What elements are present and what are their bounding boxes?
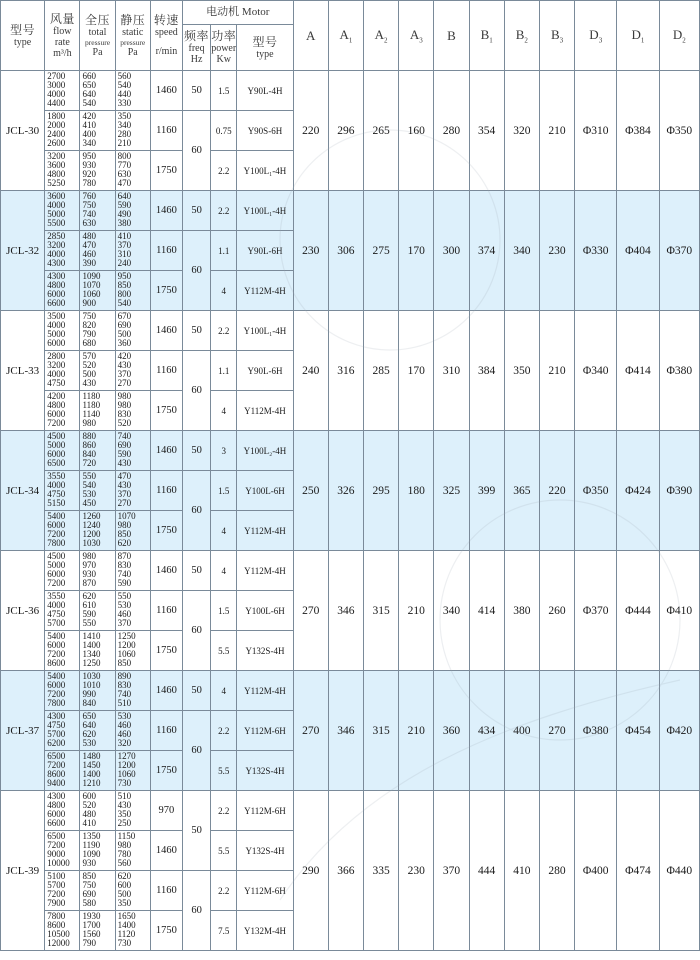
- dim-subscript: 1: [640, 36, 645, 45]
- dim-D1-cell: Φ404: [617, 191, 659, 311]
- static-pressure-cell: 890 830 740 510: [115, 671, 150, 711]
- header-speed-en: speed: [155, 27, 178, 38]
- static-pressure-cell: 870 830 740 590: [115, 551, 150, 591]
- power-cell: 2.2: [211, 791, 237, 831]
- flow-rate-cell: 2800 3200 4000 4750: [45, 351, 80, 391]
- total-pressure-cell: 750 820 790 680: [80, 311, 115, 351]
- header-speed-cn: 转速: [153, 13, 179, 27]
- power-cell: 4: [211, 271, 237, 311]
- dim-A3-cell: 180: [399, 431, 434, 551]
- header-dim-B2: $B_2$: [504, 1, 539, 71]
- header-dim-B1: $B_1$: [469, 1, 504, 71]
- static-pressure-cell: 640 590 490 380: [115, 191, 150, 231]
- dim-subscript: 1: [489, 36, 493, 45]
- dim-A2-cell: 315: [364, 551, 399, 671]
- table-row: [1, 671, 700, 711]
- motor-type-cell: Y112M-6H: [237, 871, 293, 911]
- header-dim-D1: $D_1$: [617, 1, 659, 71]
- total-pressure-cell: 550 540 530 450: [80, 471, 115, 511]
- dim-D3-cell: Φ380: [575, 671, 617, 791]
- dim-A-cell: 250: [293, 431, 328, 551]
- header-flow-en2: rate: [54, 36, 70, 48]
- header-type: [1, 1, 45, 71]
- dim-A-cell: 270: [293, 671, 328, 791]
- speed-cell: 1750: [150, 631, 182, 671]
- table-row: [1, 191, 700, 231]
- header-freq-en: freq: [188, 43, 205, 54]
- flow-rate-cell: 3600 4000 5000 5500: [45, 191, 80, 231]
- dim-D3-cell: Φ370: [575, 551, 617, 671]
- flow-rate-cell: 4500 5000 6000 7200: [45, 551, 80, 591]
- speed-cell: 1460: [150, 431, 182, 471]
- header-flow-en1: flow: [53, 25, 72, 37]
- header-freq: [182, 25, 210, 71]
- power-cell: 2.2: [211, 151, 237, 191]
- dim-B2-cell: 380: [504, 551, 539, 671]
- table-body: [1, 71, 700, 951]
- speed-cell: 1750: [150, 271, 182, 311]
- dim-D2-cell: Φ410: [659, 551, 699, 671]
- motor-type-cell: Y112M-4H: [237, 671, 293, 711]
- total-pressure-cell: 1930 1700 1560 790: [80, 911, 115, 951]
- header-power-en: power: [211, 43, 237, 54]
- header-total-cn: 全压: [85, 12, 111, 27]
- header-dim-B: B: [434, 1, 469, 71]
- freq-cell: 50: [182, 671, 210, 711]
- speed-cell: 1160: [150, 711, 182, 751]
- model-type: JCL-36: [1, 551, 45, 671]
- motor-type-cell: Y112M-6H: [237, 711, 293, 751]
- dim-B-cell: 360: [434, 671, 469, 791]
- motor-type-cell: Y112M-4H: [237, 511, 293, 551]
- power-cell: 1.5: [211, 591, 237, 631]
- total-pressure-cell: 950 930 920 780: [80, 151, 115, 191]
- power-cell: 5.5: [211, 831, 237, 871]
- total-pressure-cell: 600 520 480 410: [80, 791, 115, 831]
- total-pressure-cell: 1180 1180 1140 980: [80, 391, 115, 431]
- motor-type-cell: Y90S-6H: [237, 111, 293, 151]
- total-pressure-cell: 1480 1450 1400 1210: [80, 751, 115, 791]
- dim-subscript: 1: [348, 36, 353, 45]
- power-cell: 0.75: [211, 111, 237, 151]
- freq-cell: 60: [182, 871, 210, 951]
- freq-cell: 60: [182, 111, 210, 191]
- static-pressure-cell: 420 430 370 270: [115, 351, 150, 391]
- dim-B2-cell: 320: [504, 71, 539, 191]
- header-dim-A2: $A_2$: [364, 1, 399, 71]
- speed-cell: 1160: [150, 351, 182, 391]
- model-type: JCL-30: [1, 71, 45, 191]
- table-row: [1, 71, 700, 111]
- speed-cell: 1160: [150, 231, 182, 271]
- power-cell: 2.2: [211, 871, 237, 911]
- header-speed: [150, 1, 182, 71]
- total-pressure-cell: 1030 1010 990 840: [80, 671, 115, 711]
- motor-type-cell: Y100L-6H: [237, 591, 293, 631]
- dim-B3-cell: 270: [539, 671, 574, 791]
- dim-D1-cell: Φ454: [617, 671, 659, 791]
- power-cell: 4: [211, 391, 237, 431]
- header-static-unit: Pa: [127, 46, 138, 58]
- header-dim-A1: $A_1$: [328, 1, 363, 71]
- dim-D1-cell: Φ384: [617, 71, 659, 191]
- freq-cell: 50: [182, 791, 210, 871]
- freq-cell: 50: [182, 71, 210, 111]
- header-mtype-en: type: [256, 48, 274, 60]
- table-row: [1, 311, 700, 351]
- dim-A3-cell: 170: [399, 311, 434, 431]
- flow-rate-cell: 4200 4800 6000 7200: [45, 391, 80, 431]
- header-freq-cn: 频率: [184, 29, 210, 43]
- dim-A1-cell: 326: [328, 431, 363, 551]
- dim-A-cell: 240: [293, 311, 328, 431]
- flow-rate-cell: 5400 6000 7200 8600: [45, 631, 80, 671]
- dim-A3-cell: 230: [399, 791, 434, 951]
- header-dim-A: A: [293, 1, 328, 71]
- header-static-en2: pressure: [120, 37, 146, 47]
- total-pressure-cell: 1350 1190 1090 930: [80, 831, 115, 871]
- header-static-cn: 静压: [120, 12, 146, 27]
- total-pressure-cell: 880 860 840 720: [80, 431, 115, 471]
- dim-A2-cell: 285: [364, 311, 399, 431]
- motor-type-cell: Y100L₁-4H: [237, 151, 293, 191]
- dim-B2-cell: 365: [504, 431, 539, 551]
- header-type-en: type: [14, 36, 32, 48]
- flow-rate-cell: 7800 8600 10500 12000: [45, 911, 80, 951]
- dim-D1-cell: Φ444: [617, 551, 659, 671]
- power-cell: 5.5: [211, 631, 237, 671]
- motor-type-cell: Y112M-4H: [237, 271, 293, 311]
- speed-cell: 1460: [150, 311, 182, 351]
- dim-B3-cell: 230: [539, 191, 574, 311]
- speed-cell: 1750: [150, 391, 182, 431]
- power-cell: 2.2: [211, 711, 237, 751]
- speed-cell: 1460: [150, 191, 182, 231]
- model-type: JCL-33: [1, 311, 45, 431]
- dim-D3-cell: Φ350: [575, 431, 617, 551]
- speed-cell: 1460: [150, 71, 182, 111]
- motor-type-cell: Y132M-4H: [237, 911, 293, 951]
- power-cell: 2.2: [211, 311, 237, 351]
- speed-cell: 1750: [150, 511, 182, 551]
- flow-rate-cell: 4300 4800 6000 6600: [45, 791, 80, 831]
- dim-D3-cell: Φ340: [575, 311, 617, 431]
- header-power-unit: Kw: [216, 54, 231, 65]
- dim-B2-cell: 340: [504, 191, 539, 311]
- motor-type-cell: Y100L₁-4H: [237, 311, 293, 351]
- dim-D1-cell: Φ474: [617, 791, 659, 951]
- dim-A-cell: 220: [293, 71, 328, 191]
- dim-B3-cell: 210: [539, 71, 574, 191]
- dim-A2-cell: 265: [364, 71, 399, 191]
- static-pressure-cell: 620 600 500 350: [115, 871, 150, 911]
- flow-rate-cell: 1800 2000 2400 2600: [45, 111, 80, 151]
- flow-rate-cell: 3200 3600 4800 5250: [45, 151, 80, 191]
- dim-B2-cell: 350: [504, 311, 539, 431]
- static-pressure-cell: 550 530 460 370: [115, 591, 150, 631]
- model-type: JCL-34: [1, 431, 45, 551]
- flow-rate-cell: 4300 4750 5700 6200: [45, 711, 80, 751]
- dim-B2-cell: 410: [504, 791, 539, 951]
- dim-subscript: 3: [419, 36, 423, 45]
- flow-rate-cell: 6500 7200 8600 9400: [45, 751, 80, 791]
- freq-cell: 50: [182, 191, 210, 231]
- dim-A1-cell: 296: [328, 71, 363, 191]
- dim-A1-cell: 346: [328, 671, 363, 791]
- power-cell: 5.5: [211, 751, 237, 791]
- dim-B3-cell: 260: [539, 551, 574, 671]
- freq-cell: 60: [182, 591, 210, 671]
- flow-rate-cell: 2850 3200 4000 4300: [45, 231, 80, 271]
- dim-D3-cell: Φ400: [575, 791, 617, 951]
- power-cell: 7.5: [211, 911, 237, 951]
- static-pressure-cell: 670 690 500 360: [115, 311, 150, 351]
- dim-A2-cell: 275: [364, 191, 399, 311]
- dim-B-cell: 300: [434, 191, 469, 311]
- flow-rate-cell: 2700 3000 4000 4400: [45, 71, 80, 111]
- header-mtype-cn: 型号: [252, 34, 278, 49]
- power-cell: 1.1: [211, 351, 237, 391]
- speed-cell: 1160: [150, 871, 182, 911]
- dim-A2-cell: 315: [364, 671, 399, 791]
- model-type: JCL-39: [1, 791, 45, 951]
- header-total: [80, 1, 115, 71]
- model-type: JCL-37: [1, 671, 45, 791]
- dim-B1-cell: 354: [469, 71, 504, 191]
- header-dim-B3: $B_3$: [539, 1, 574, 71]
- speed-cell: 1160: [150, 111, 182, 151]
- dim-D2-cell: Φ420: [659, 671, 699, 791]
- total-pressure-cell: 660 650 640 540: [80, 71, 115, 111]
- freq-cell: 50: [182, 431, 210, 471]
- motor-type-cell: Y100L₂-4H: [237, 431, 293, 471]
- motor-type-cell: Y90L-6H: [237, 351, 293, 391]
- dim-D3-cell: Φ330: [575, 191, 617, 311]
- header-total-en1: total: [88, 26, 107, 38]
- dim-B-cell: 310: [434, 311, 469, 431]
- freq-cell: 60: [182, 471, 210, 551]
- header-power-cn: 功率: [211, 29, 237, 43]
- power-cell: 1.5: [211, 71, 237, 111]
- freq-cell: 60: [182, 231, 210, 311]
- total-pressure-cell: 980 970 930 870: [80, 551, 115, 591]
- dim-B-cell: 280: [434, 71, 469, 191]
- header-power: [211, 25, 237, 71]
- motor-type-cell: Y112M-4H: [237, 391, 293, 431]
- table-row: [1, 791, 700, 831]
- header-static: [115, 1, 150, 71]
- total-pressure-cell: 1260 1240 1200 1030: [80, 511, 115, 551]
- total-pressure-cell: 480 470 460 390: [80, 231, 115, 271]
- speed-cell: 1750: [150, 751, 182, 791]
- total-pressure-cell: 570 520 500 430: [80, 351, 115, 391]
- flow-rate-cell: 3550 4000 4750 5150: [45, 471, 80, 511]
- static-pressure-cell: 560 540 440 330: [115, 71, 150, 111]
- power-cell: 1.1: [211, 231, 237, 271]
- freq-cell: 50: [182, 311, 210, 351]
- total-pressure-cell: 650 640 620 530: [80, 711, 115, 751]
- motor-type-cell: Y112M-6H: [237, 791, 293, 831]
- dim-D1-cell: Φ424: [617, 431, 659, 551]
- dim-B-cell: 340: [434, 551, 469, 671]
- flow-rate-cell: 3500 4000 5000 6000: [45, 311, 80, 351]
- speed-cell: 1160: [150, 471, 182, 511]
- freq-cell: 60: [182, 711, 210, 791]
- dim-subscript: 2: [682, 36, 686, 45]
- dim-B-cell: 325: [434, 431, 469, 551]
- power-cell: 3: [211, 431, 237, 471]
- static-pressure-cell: 530 460 460 320: [115, 711, 150, 751]
- flow-rate-cell: 4300 4800 6000 6600: [45, 271, 80, 311]
- power-cell: 4: [211, 511, 237, 551]
- table-row: [1, 551, 700, 591]
- total-pressure-cell: 1090 1070 1060 900: [80, 271, 115, 311]
- dim-D2-cell: Φ350: [659, 71, 699, 191]
- header-flow: [45, 1, 80, 71]
- static-pressure-cell: 800 770 630 470: [115, 151, 150, 191]
- header-speed-unit: r/min: [155, 46, 178, 57]
- static-pressure-cell: 980 980 830 520: [115, 391, 150, 431]
- dim-B-cell: 370: [434, 791, 469, 951]
- total-pressure-cell: 420 410 400 340: [80, 111, 115, 151]
- speed-cell: 970: [150, 791, 182, 831]
- model-type: JCL-32: [1, 191, 45, 311]
- motor-type-cell: Y132S-4H: [237, 631, 293, 671]
- header-flow-unit: m³/h: [53, 47, 72, 59]
- dim-B1-cell: 384: [469, 311, 504, 431]
- flow-rate-cell: 5100 5700 7200 7900: [45, 871, 80, 911]
- dim-A-cell: 290: [293, 791, 328, 951]
- speed-cell: 1750: [150, 911, 182, 951]
- dim-subscript: 3: [559, 36, 564, 45]
- freq-cell: 60: [182, 351, 210, 431]
- header-flow-cn: 风量: [49, 11, 75, 26]
- power-cell: 2.2: [211, 191, 237, 231]
- static-pressure-cell: 1150 980 780 560: [115, 831, 150, 871]
- power-cell: 4: [211, 671, 237, 711]
- dim-D2-cell: Φ370: [659, 191, 699, 311]
- static-pressure-cell: 950 850 800 540: [115, 271, 150, 311]
- header-motor-group: 电动机 Motor: [182, 1, 293, 25]
- flow-rate-cell: 6500 7200 9000 10000: [45, 831, 80, 871]
- dim-A-cell: 230: [293, 191, 328, 311]
- header-total-en2: pressure: [85, 37, 111, 47]
- dim-D2-cell: Φ440: [659, 791, 699, 951]
- total-pressure-cell: 1410 1400 1340 1250: [80, 631, 115, 671]
- motor-type-cell: Y132S-4H: [237, 751, 293, 791]
- dim-D2-cell: Φ390: [659, 431, 699, 551]
- speed-cell: 1460: [150, 551, 182, 591]
- static-pressure-cell: 740 690 590 430: [115, 431, 150, 471]
- static-pressure-cell: 1250 1200 1060 850: [115, 631, 150, 671]
- motor-type-cell: Y112M-4H: [237, 551, 293, 591]
- dim-B1-cell: 374: [469, 191, 504, 311]
- dim-B1-cell: 414: [469, 551, 504, 671]
- header-static-en1: static: [122, 26, 144, 38]
- dim-A2-cell: 335: [364, 791, 399, 951]
- table-row: [1, 431, 700, 471]
- dim-A-cell: 270: [293, 551, 328, 671]
- static-pressure-cell: 350 340 280 210: [115, 111, 150, 151]
- header-dim-D2: $D_2$: [659, 1, 699, 71]
- dim-A1-cell: 366: [328, 791, 363, 951]
- dim-A3-cell: 210: [399, 551, 434, 671]
- flow-rate-cell: 5400 6000 7200 7800: [45, 511, 80, 551]
- header-freq-unit: Hz: [190, 54, 203, 65]
- motor-type-cell: Y132S-4H: [237, 831, 293, 871]
- dim-D2-cell: Φ380: [659, 311, 699, 431]
- freq-cell: 50: [182, 551, 210, 591]
- static-pressure-cell: 470 430 370 270: [115, 471, 150, 511]
- header-dim-A3: $A_3$: [399, 1, 434, 71]
- header-type-cn: 型号: [10, 22, 36, 37]
- dim-B3-cell: 220: [539, 431, 574, 551]
- power-cell: 4: [211, 551, 237, 591]
- motor-type-cell: Y100L-6H: [237, 471, 293, 511]
- speed-cell: 1160: [150, 591, 182, 631]
- speed-cell: 1750: [150, 151, 182, 191]
- dim-D1-cell: Φ414: [617, 311, 659, 431]
- dim-B3-cell: 280: [539, 791, 574, 951]
- dim-D3-cell: Φ310: [575, 71, 617, 191]
- static-pressure-cell: 410 370 310 240: [115, 231, 150, 271]
- total-pressure-cell: 850 750 690 580: [80, 871, 115, 911]
- table-header: [1, 1, 700, 71]
- flow-rate-cell: 5400 6000 7200 7800: [45, 671, 80, 711]
- dim-B3-cell: 210: [539, 311, 574, 431]
- static-pressure-cell: 1270 1200 1060 730: [115, 751, 150, 791]
- header-total-unit: Pa: [92, 46, 103, 58]
- static-pressure-cell: 510 430 350 250: [115, 791, 150, 831]
- dim-subscript: 3: [598, 36, 603, 45]
- header-motor-type: [237, 25, 293, 71]
- dim-A1-cell: 306: [328, 191, 363, 311]
- dim-B2-cell: 400: [504, 671, 539, 791]
- dim-A2-cell: 295: [364, 431, 399, 551]
- speed-cell: 1460: [150, 671, 182, 711]
- static-pressure-cell: 1070 980 850 620: [115, 511, 150, 551]
- header-dim-D3: $D_3$: [575, 1, 617, 71]
- dim-A3-cell: 170: [399, 191, 434, 311]
- total-pressure-cell: 760 750 740 630: [80, 191, 115, 231]
- dim-A3-cell: 210: [399, 671, 434, 791]
- dim-subscript: 2: [524, 36, 528, 45]
- speed-cell: 1460: [150, 831, 182, 871]
- dim-A1-cell: 346: [328, 551, 363, 671]
- dim-B1-cell: 434: [469, 671, 504, 791]
- motor-type-cell: Y90L-4H: [237, 71, 293, 111]
- total-pressure-cell: 620 610 590 550: [80, 591, 115, 631]
- static-pressure-cell: 1650 1400 1120 730: [115, 911, 150, 951]
- flow-rate-cell: 3550 4000 4750 5700: [45, 591, 80, 631]
- dim-B1-cell: 399: [469, 431, 504, 551]
- flow-rate-cell: 4500 5000 6000 6500: [45, 431, 80, 471]
- motor-type-cell: Y90L-6H: [237, 231, 293, 271]
- power-cell: 1.5: [211, 471, 237, 511]
- dim-A3-cell: 160: [399, 71, 434, 191]
- dim-subscript: 2: [384, 36, 388, 45]
- dim-A1-cell: 316: [328, 311, 363, 431]
- motor-type-cell: Y100L₁-4H: [237, 191, 293, 231]
- dim-B1-cell: 444: [469, 791, 504, 951]
